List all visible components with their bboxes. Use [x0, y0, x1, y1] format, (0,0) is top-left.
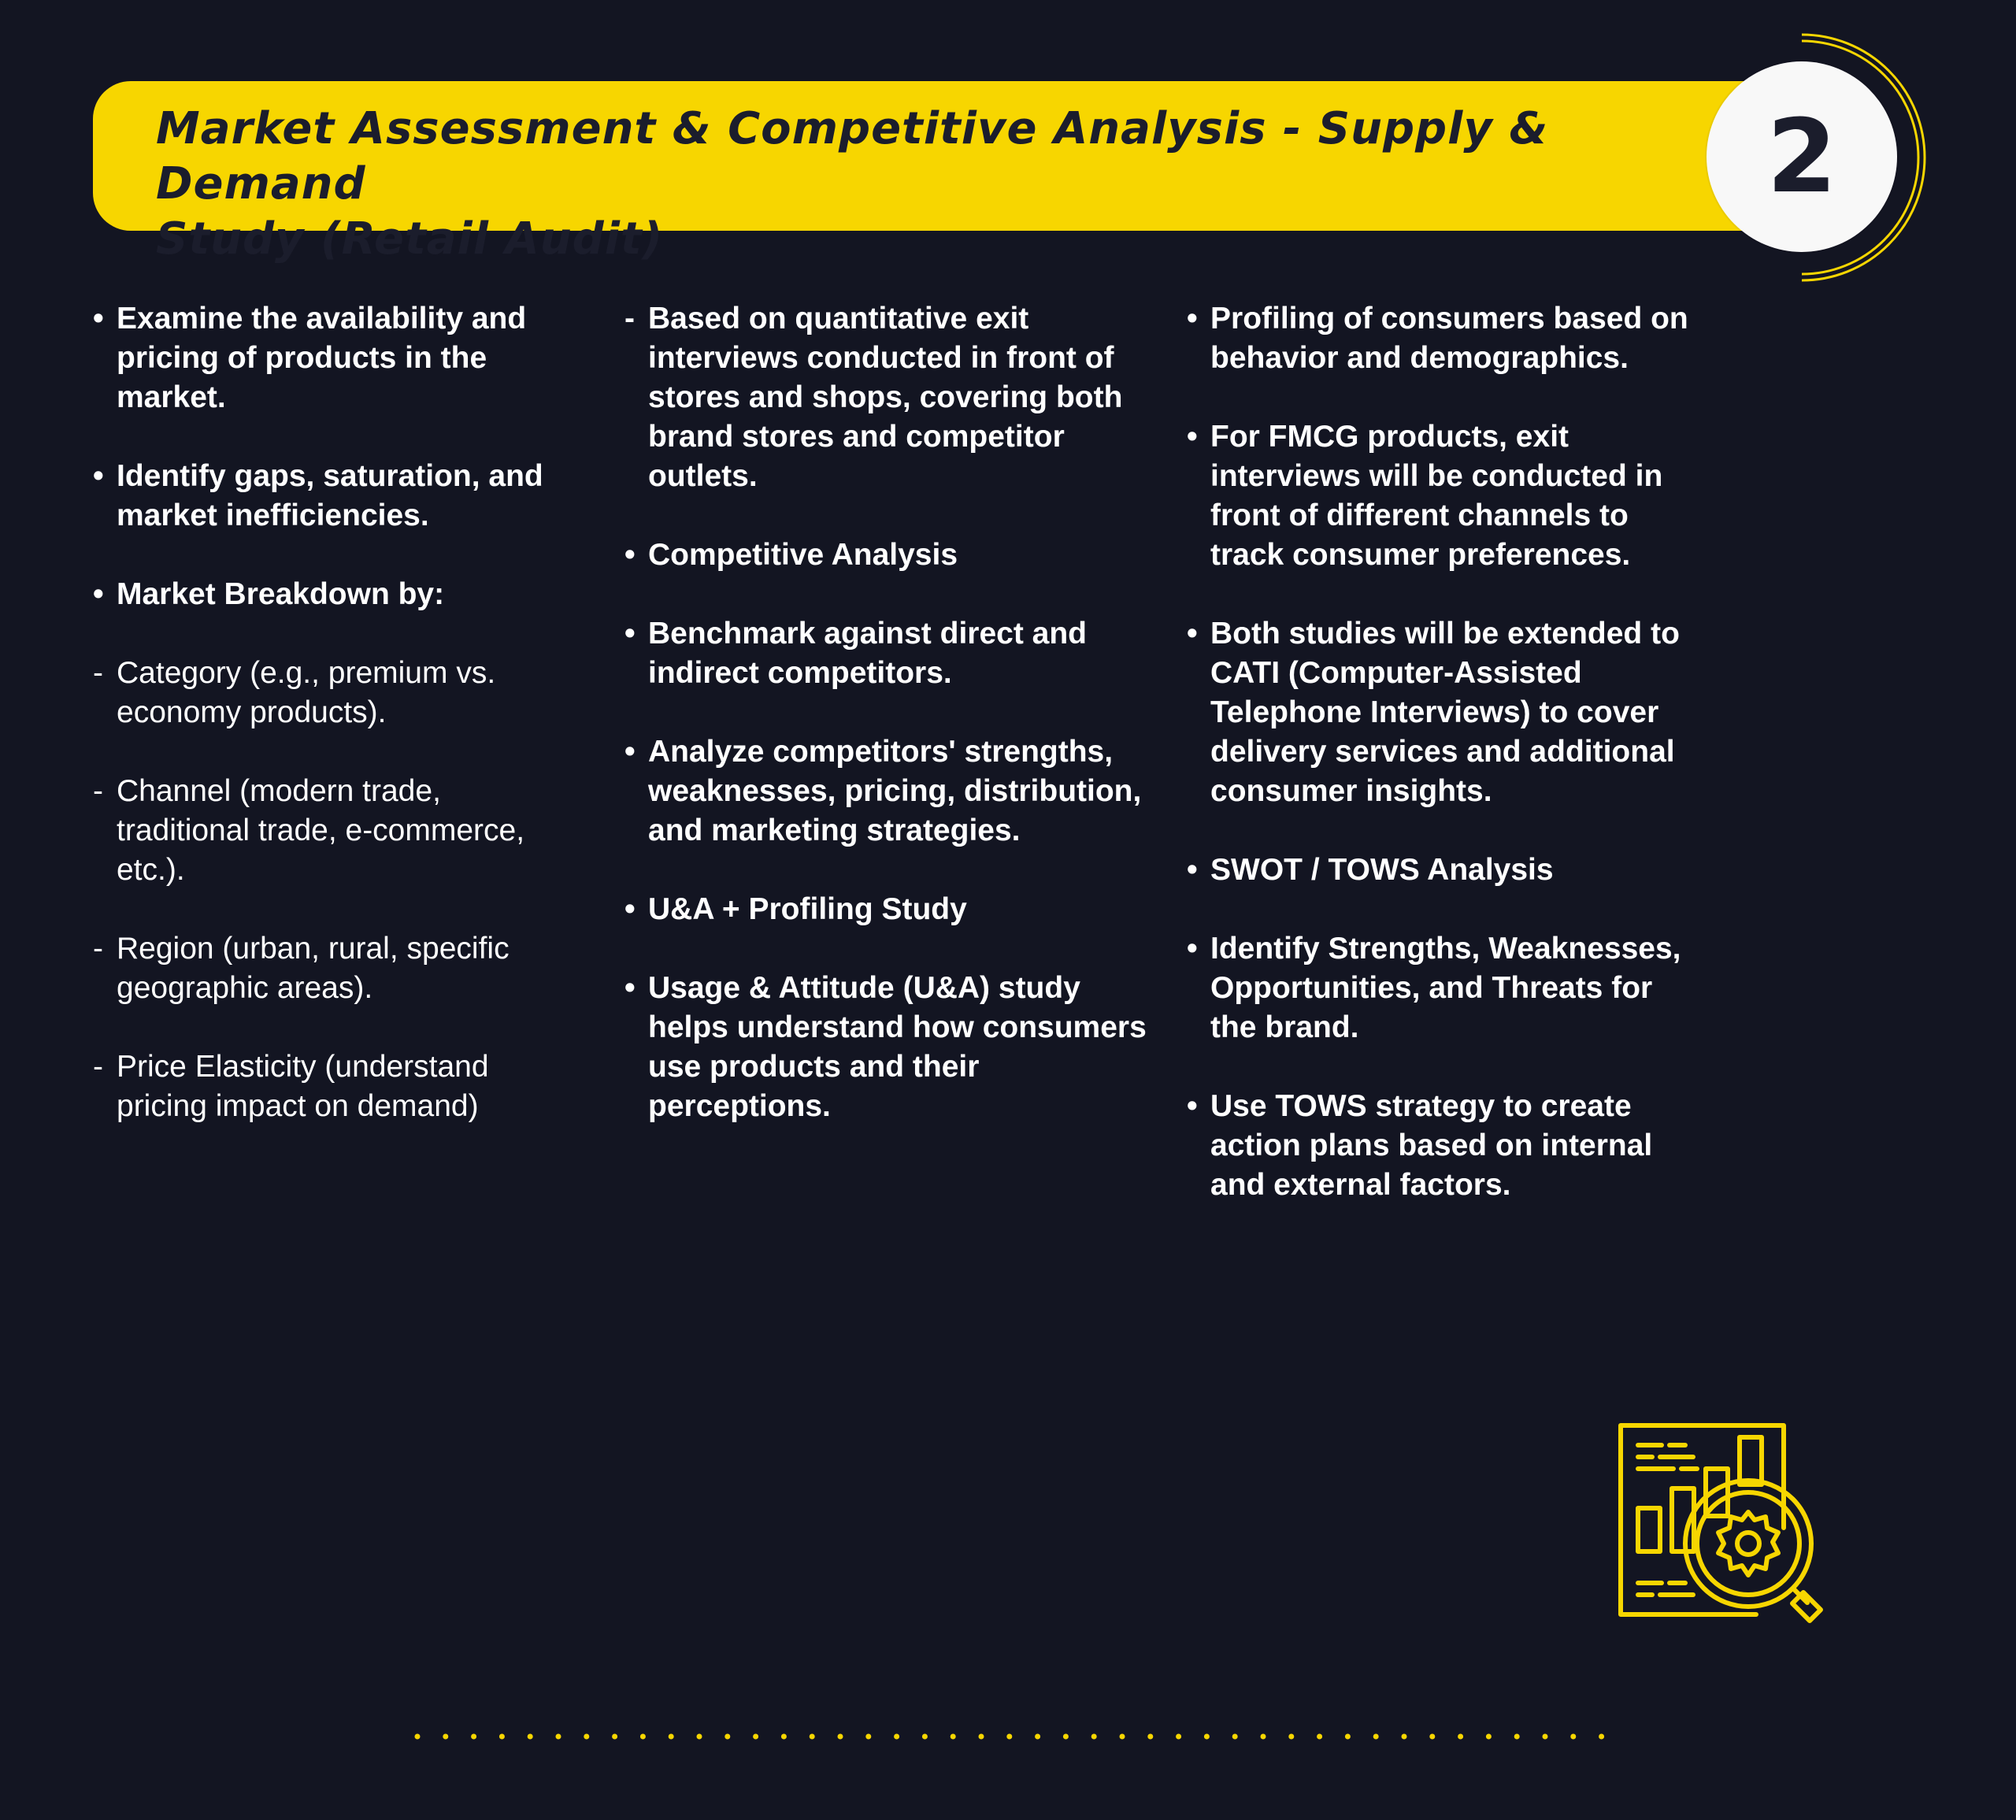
divider-dot	[1232, 1734, 1238, 1740]
divider-dot	[697, 1734, 702, 1740]
list-item-text: For FMCG products, exit interviews will be conducted in front of different channels to track consumer preferences.	[1210, 420, 1663, 572]
list-item	[624, 890, 1160, 929]
divider-dot	[1599, 1734, 1604, 1740]
list-item	[1187, 417, 1691, 575]
divider-dot	[1317, 1734, 1322, 1740]
list-item-text: Category (e.g., premium vs. economy products).	[117, 656, 496, 729]
divider-dot	[1035, 1734, 1040, 1740]
divider-dot	[1204, 1734, 1210, 1740]
dotted-divider	[410, 1729, 1606, 1744]
divider-dot	[584, 1734, 589, 1740]
divider-dot	[1261, 1734, 1266, 1740]
divider-dot	[1373, 1734, 1379, 1740]
list-item-text: Analyze competitors' strengths, weaknesses, pricing, distribution, and marketing strategies.	[648, 735, 1142, 847]
divider-dot	[1543, 1734, 1548, 1740]
divider-dot	[471, 1734, 476, 1740]
list-item-text: U&A + Profiling Study	[648, 892, 967, 926]
list-item-text: Profiling of consumers based on behavior and demographics.	[1210, 302, 1688, 375]
list-item	[624, 732, 1160, 851]
list-item-text: Both studies will be extended to CATI (Computer-Assisted Telephone Interviews) to cover delivery services and additional consumer insights.	[1210, 617, 1680, 808]
divider-dot	[1147, 1734, 1153, 1740]
divider-dot	[1091, 1734, 1097, 1740]
divider-dot	[640, 1734, 646, 1740]
divider-dot	[1120, 1734, 1125, 1740]
bullet-marker: •	[1187, 1089, 1198, 1123]
divider-dot	[894, 1734, 899, 1740]
divider-dot	[1514, 1734, 1520, 1740]
bullet-marker: •	[93, 302, 104, 335]
list-item	[93, 772, 581, 890]
list-item	[1187, 299, 1691, 378]
divider-dot	[865, 1734, 871, 1740]
bullet-marker: •	[624, 735, 636, 769]
bullet-marker: •	[624, 538, 636, 572]
divider-dot	[528, 1734, 533, 1740]
divider-dot	[1345, 1734, 1351, 1740]
dash-marker: -	[93, 774, 103, 808]
divider-dot	[1570, 1734, 1576, 1740]
divider-dot	[443, 1734, 448, 1740]
title-banner	[93, 81, 1786, 265]
list-item-text: Market Breakdown by:	[117, 577, 445, 611]
list-item	[1187, 851, 1691, 890]
divider-dot	[415, 1734, 421, 1740]
section-number: 2	[1766, 98, 1837, 216]
bullet-marker: •	[1187, 420, 1198, 454]
list-item-text: Examine the availability and pricing of products in the market.	[117, 302, 527, 414]
list-item	[93, 575, 581, 614]
list-item-text: Use TOWS strategy to create action plans based on internal and external factors.	[1210, 1089, 1653, 1202]
list-item	[93, 299, 581, 417]
bullet-marker: •	[624, 617, 636, 651]
dash-marker: -	[93, 1050, 103, 1084]
list-item	[93, 457, 581, 536]
divider-dot	[1402, 1734, 1407, 1740]
column-1	[93, 299, 581, 1166]
divider-dot	[979, 1734, 984, 1740]
bullet-marker: •	[93, 577, 104, 611]
list-item	[1187, 1087, 1691, 1205]
divider-dot	[1006, 1734, 1012, 1740]
list-item-text: Channel (modern trade, traditional trade, e-commerce, etc.).	[117, 774, 525, 887]
divider-dot	[838, 1734, 843, 1740]
list-item	[93, 1047, 581, 1126]
bullet-marker: •	[1187, 302, 1198, 335]
divider-dot	[922, 1734, 928, 1740]
column-3	[1187, 299, 1691, 1244]
page-title: Market Assessment & Competitive Analysis - Supply & Demand Study (Retail Audit)	[156, 103, 1549, 265]
divider-dot	[951, 1734, 956, 1740]
list-item	[1187, 614, 1691, 811]
list-item-text: SWOT / TOWS Analysis	[1210, 853, 1554, 887]
divider-dot	[556, 1734, 561, 1740]
list-item	[624, 299, 1160, 496]
list-item-text: Competitive Analysis	[648, 538, 958, 572]
divider-dot	[1429, 1734, 1435, 1740]
bullet-marker: •	[1187, 617, 1198, 651]
list-item	[93, 929, 581, 1008]
list-item-text: Based on quantitative exit interviews conducted in front of stores and shops, covering both brand stores and competitor outlets.	[648, 302, 1123, 493]
divider-dot	[499, 1734, 505, 1740]
bullet-marker: •	[624, 971, 636, 1005]
list-item	[624, 969, 1160, 1126]
divider-dot	[810, 1734, 815, 1740]
list-item	[93, 654, 581, 732]
list-item-text: Identify Strengths, Weaknesses, Opportunities, and Threats for the brand.	[1210, 932, 1681, 1044]
divider-dot	[1458, 1734, 1463, 1740]
bullet-marker: •	[93, 459, 104, 493]
divider-dot	[781, 1734, 787, 1740]
report-chart-gear-magnifier-icon	[1614, 1418, 1851, 1638]
list-item-text: Region (urban, rural, specific geographic areas).	[117, 932, 510, 1005]
dash-marker: -	[93, 932, 103, 966]
divider-dot	[1176, 1734, 1181, 1740]
column-2	[624, 299, 1160, 1166]
divider-dot	[1288, 1734, 1294, 1740]
divider-dot	[612, 1734, 617, 1740]
divider-dot	[1486, 1734, 1492, 1740]
list-item	[624, 536, 1160, 575]
list-item	[624, 614, 1160, 693]
divider-dot	[753, 1734, 758, 1740]
list-item-text: Price Elasticity (understand pricing impact on demand)	[117, 1050, 489, 1123]
list-item-text: Usage & Attitude (U&A) study helps understand how consumers use products and their perceptions.	[648, 971, 1147, 1123]
section-number-badge	[1707, 61, 1897, 252]
bullet-marker: •	[1187, 932, 1198, 966]
bullet-marker: •	[1187, 853, 1198, 887]
dash-marker: -	[93, 656, 103, 690]
bullet-marker: •	[624, 892, 636, 926]
list-item-text: Benchmark against direct and indirect competitors.	[648, 617, 1088, 690]
dash-marker: -	[624, 302, 635, 335]
list-item	[1187, 929, 1691, 1047]
divider-dot	[669, 1734, 674, 1740]
divider-dot	[724, 1734, 730, 1740]
divider-dot	[1063, 1734, 1069, 1740]
list-item-text: Identify gaps, saturation, and market inefficiencies.	[117, 459, 543, 532]
